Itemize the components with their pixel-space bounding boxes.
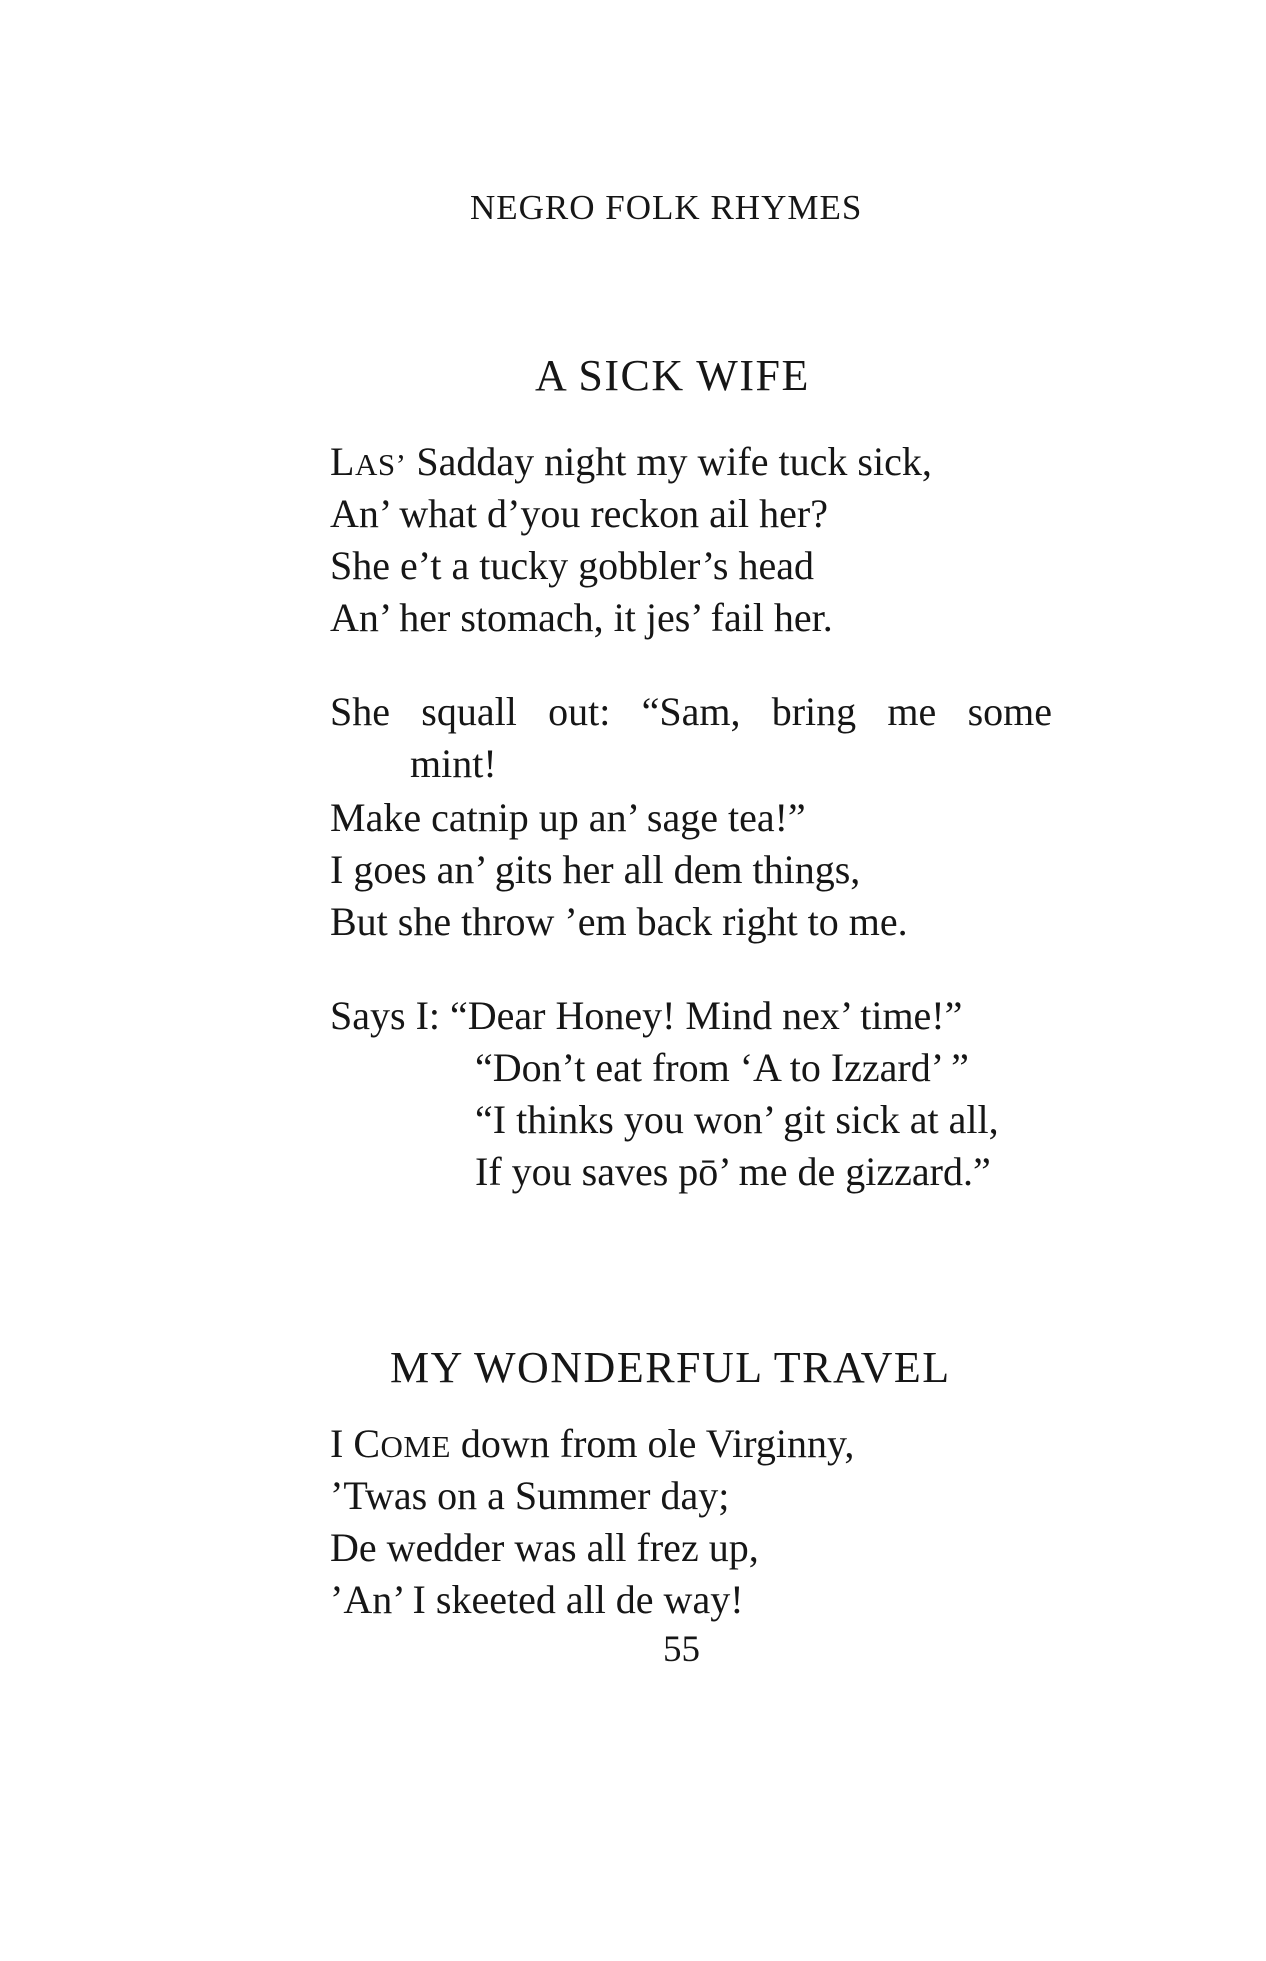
poem-line: An’ what d’you reckon ail her?: [330, 491, 828, 536]
poem-line: ’An’ I skeeted all de way!: [330, 1577, 744, 1622]
poem-line: De wedder was all frez up,: [330, 1525, 759, 1570]
small-caps-lead: COME: [353, 1421, 451, 1466]
poem-line-continuation: mint!: [410, 741, 497, 786]
lead-word: I: [330, 1421, 354, 1466]
running-head: NEGRO FOLK RHYMES: [470, 188, 863, 227]
small-caps-lead: LAS’: [330, 439, 407, 484]
poem-line: Says I: “Dear Honey! Mind nex’ time!”: [330, 993, 963, 1038]
poem-line: She squall out: “Sam, bring me some: [330, 689, 1052, 734]
poem-line: She e’t a tucky gobbler’s head: [330, 543, 814, 588]
poem-title-sick-wife: A SICK WIFE: [535, 351, 810, 400]
poem-line-indented: “I thinks you won’ git sick at all,: [475, 1097, 999, 1142]
poem-line-indented: If you saves pō’ me de gizzard.”: [475, 1149, 991, 1194]
poem-line: I goes an’ gits her all dem things,: [330, 847, 861, 892]
line-text: down from ole Virginny,: [450, 1421, 855, 1466]
poem-line: [330, 436, 932, 491]
poem-line: [330, 1418, 854, 1473]
poem-line-indented: “Don’t eat from ‘A to Izzard’ ”: [475, 1045, 969, 1090]
line-text: Sadday night my wife tuck sick,: [406, 439, 932, 484]
poem-line: An’ her stomach, it jes’ fail her.: [330, 595, 833, 640]
poem-title-my-wonderful-travel: MY WONDERFUL TRAVEL: [390, 1343, 951, 1392]
page-number: 55: [663, 1629, 700, 1670]
poem-line: But she throw ’em back right to me.: [330, 899, 908, 944]
poem-line: Make catnip up an’ sage tea!”: [330, 795, 806, 840]
poem-line: ’Twas on a Summer day;: [330, 1473, 730, 1518]
